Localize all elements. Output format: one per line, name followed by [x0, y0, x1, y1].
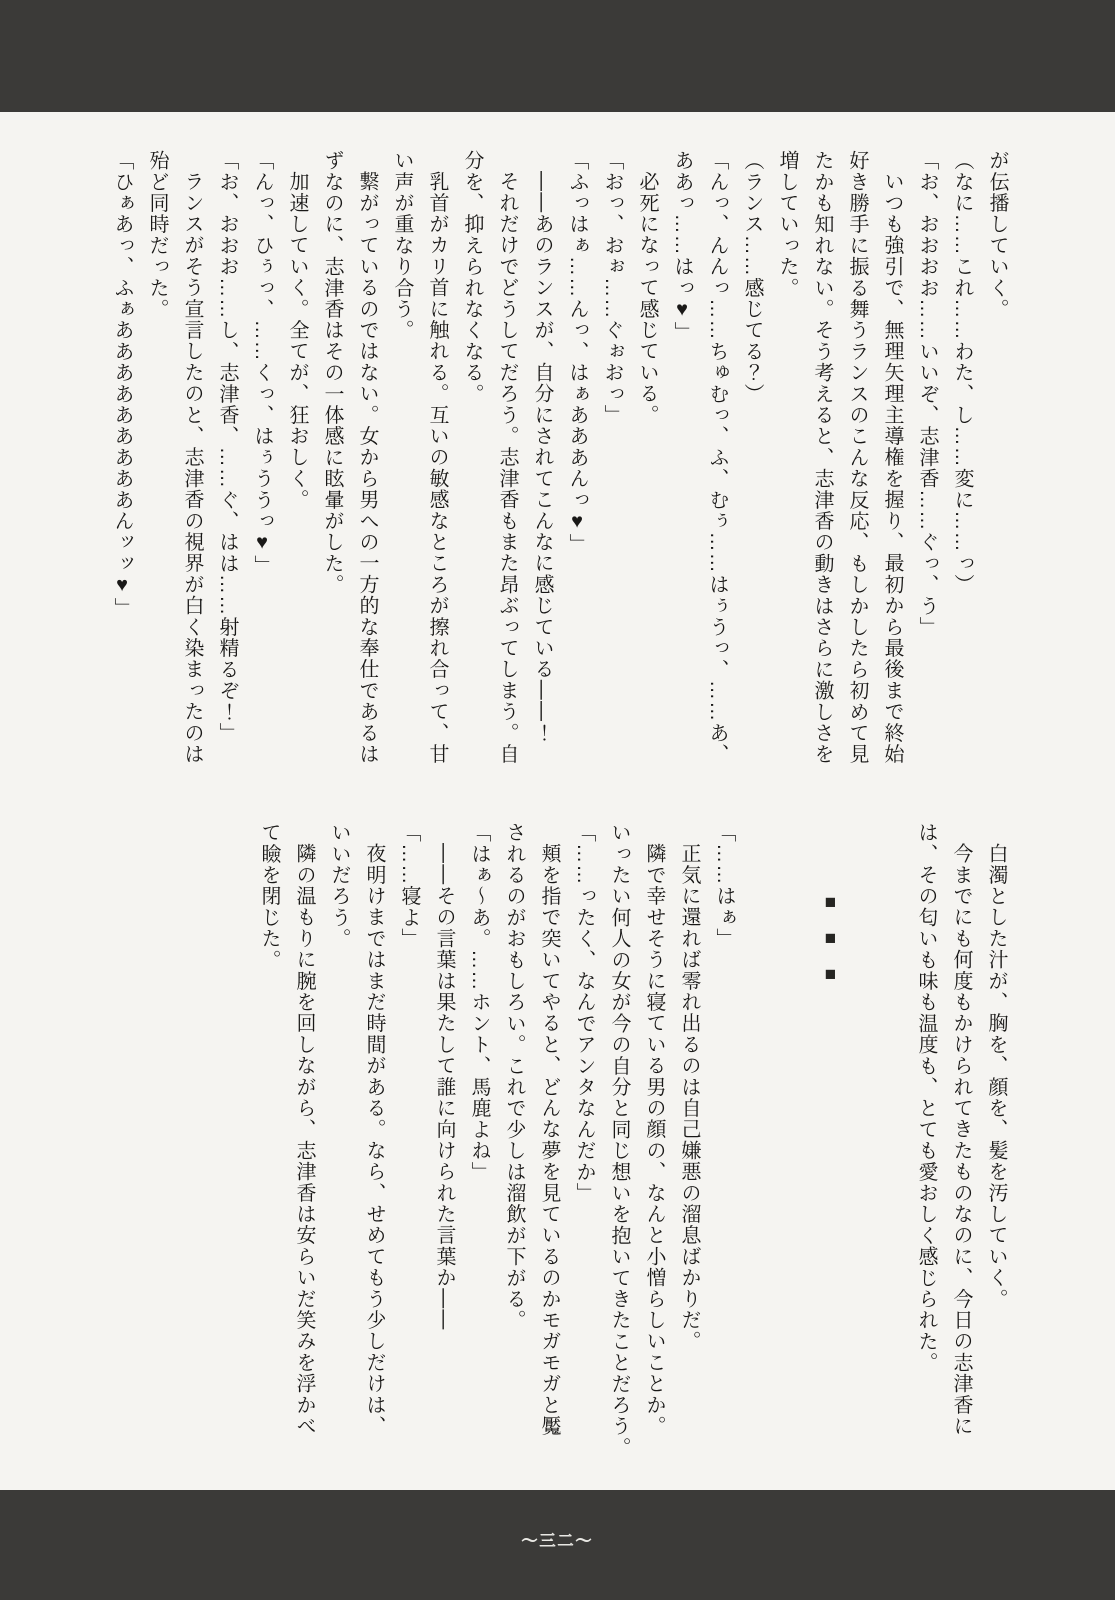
text-line: （なに……これ……わた、し……変に……っ） [951, 150, 973, 596]
text-line: 「おっ、おぉ……ぐぉおっ」 [601, 150, 623, 426]
text-line: 「お、おおお……し、志津香、……ぐ、はは……射精るぞ！」 [216, 150, 238, 744]
text-line: 殆ど同時だった。 [146, 150, 168, 320]
text-line: ――その言葉は果たして誰に向けられた言葉か―― [433, 843, 455, 1331]
text-line: いつも強引で、無理矢理主導権を握り、最初から最後まで終始 [881, 171, 903, 765]
text-line: それだけでどうしてだろう。志津香もまた昂ぶってしまう。自 [496, 171, 518, 765]
text-line: ――あのランスが、自分にされてこんなに感じている――！ [531, 171, 553, 744]
text-line: 「……寝よ」 [398, 822, 420, 950]
page-top-border [0, 0, 1115, 112]
text-block-bottom [251, 822, 1013, 1472]
text-line: は、その匂いも味も温度も、とても愛おしく感じられた。 [915, 822, 937, 1374]
text-line: 「んっ、ひぅっ、……くっ、はぅううっ♥」 [251, 150, 273, 576]
text-line: いいだろう。 [328, 822, 350, 950]
text-line: 隣の温もりに腕を回しながら、志津香は安らいだ笑みを浮かべ [293, 843, 315, 1437]
text-line: 今までにも何度もかけられてきたものなのに、今日の志津香に [950, 843, 972, 1437]
page-bottom-border [0, 1490, 1115, 1600]
text-block-top [104, 150, 1014, 790]
page-number: 〜三二〜 [521, 1533, 594, 1550]
text-line: て瞼を閉じた。 [258, 822, 280, 971]
text-line: が伝播していく。 [986, 150, 1008, 320]
text-line: 「ふっはぁ……んっ、はぁあああんっ♥」 [566, 150, 588, 555]
text-line: 増していった。 [776, 150, 798, 299]
text-line: 必死になって感じている。 [636, 171, 658, 426]
text-line: い声が重なり合う。 [391, 150, 413, 341]
text-line: ああっ……はっ♥」 [671, 150, 693, 343]
text-line: 「ひぁあっ、ふぁあああああああああんッッ♥」 [111, 150, 133, 619]
text-line: たかも知れない。そう考えると、志津香の動きはさらに激しさを [811, 150, 833, 765]
text-line: 夜明けまではまだ時間がある。なら、せめてもう少しだけは、 [363, 843, 385, 1437]
text-line: されるのがおもしろい。これで少しは溜飲が下がる。 [503, 822, 525, 1331]
text-line: ずなのに、志津香はその一体感に眩暈がした。 [321, 150, 343, 596]
text-line: 加速していく。全てが、狂おしく。 [286, 171, 308, 511]
text-line: 「はぁ〜あ。……ホント、馬鹿よね」 [468, 822, 490, 1183]
text-line: 好き勝手に振る舞うランスのこんな反応、もしかしたら初めて見 [846, 150, 868, 765]
text-line: 分を、抑えられなくなる。 [461, 150, 483, 405]
section-divider-squares: ■■■ [820, 892, 841, 1000]
text-line: 隣で幸せそうに寝ている男の顔の、なんと小憎らしいことか。 [643, 843, 665, 1437]
text-line: 乳首がカリ首に触れる。互いの敏感なところが擦れ合って、甘 [426, 171, 448, 765]
text-line: ランスがそう宣言したのと、志津香の視界が白く染まったのは [181, 171, 203, 765]
text-line: 正気に還れば零れ出るのは自己嫌悪の溜息ばかりだ。 [678, 843, 700, 1352]
text-line: 「お、おおおお……いいぞ、志津香……ぐっ、う」 [916, 150, 938, 638]
text-line: 「んっ、んんっ……ちゅむっ、ふ、むぅ……はぅうっ、……あ、 [706, 150, 728, 765]
text-line: 繋がっているのではない。女から男への一方的な奉仕であるは [356, 171, 378, 765]
text-line: 頬を指で突いてやると、どんな夢を見ているのかモガモガと魘 [538, 843, 560, 1437]
text-line: 「……はぁ」 [713, 822, 735, 950]
text-line: 「……ったく、なんでアンタなんだか」 [573, 822, 595, 1204]
text-line: 白濁とした汁が、胸を、顔を、髪を汚していく。 [985, 843, 1007, 1310]
text-line: （ランス……感じてる？） [741, 150, 763, 405]
text-line: いったい何人の女が今の自分と同じ想いを抱いてきたことだろう。 [608, 822, 630, 1458]
